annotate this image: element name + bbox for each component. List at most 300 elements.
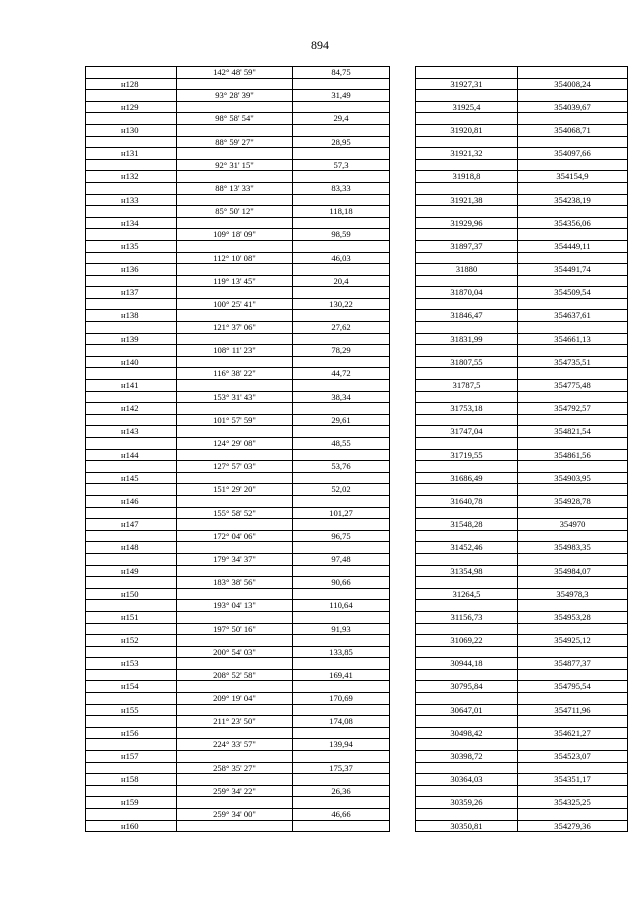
- y-coordinate-cell: 354795,54: [518, 681, 628, 693]
- distance-cell: 52,02: [293, 484, 390, 496]
- y-coordinate-cell: 354711,96: [518, 704, 628, 716]
- angle-cell: 108° 11' 23": [177, 345, 293, 357]
- distance-cell: 46,03: [293, 252, 390, 264]
- x-coordinate-cell: [416, 67, 518, 79]
- x-coordinate-cell: 31870,04: [416, 287, 518, 299]
- distance-cell: [293, 148, 390, 160]
- gap-cell: [390, 739, 416, 751]
- gap-cell: [390, 461, 416, 473]
- gap-cell: [390, 171, 416, 183]
- y-coordinate-cell: [518, 600, 628, 612]
- point-row: [86, 287, 628, 299]
- distance-cell: 101,27: [293, 507, 390, 519]
- distance-cell: 46,66: [293, 809, 390, 821]
- segment-row: [86, 391, 628, 403]
- point-name-cell: н136: [86, 264, 177, 276]
- point-row: [86, 588, 628, 600]
- point-row: [86, 240, 628, 252]
- point-name-cell: [86, 252, 177, 264]
- gap-cell: [390, 159, 416, 171]
- angle-cell: [177, 333, 293, 345]
- y-coordinate-cell: 354039,67: [518, 101, 628, 113]
- y-coordinate-cell: [518, 182, 628, 194]
- segment-row: [86, 229, 628, 241]
- y-coordinate-cell: [518, 113, 628, 125]
- segment-row: [86, 669, 628, 681]
- y-coordinate-cell: 354953,28: [518, 611, 628, 623]
- x-coordinate-cell: [416, 716, 518, 728]
- point-row: [86, 171, 628, 183]
- distance-cell: 174,08: [293, 716, 390, 728]
- gap-cell: [390, 646, 416, 658]
- y-coordinate-cell: [518, 252, 628, 264]
- distance-cell: [293, 565, 390, 577]
- point-row: [86, 217, 628, 229]
- point-name-cell: [86, 438, 177, 450]
- point-name-cell: н160: [86, 820, 177, 832]
- angle-cell: [177, 240, 293, 252]
- angle-cell: 197° 50' 16": [177, 623, 293, 635]
- gap-cell: [390, 820, 416, 832]
- gap-cell: [390, 716, 416, 728]
- x-coordinate-cell: [416, 484, 518, 496]
- gap-cell: [390, 809, 416, 821]
- segment-row: [86, 553, 628, 565]
- segment-row: [86, 438, 628, 450]
- y-coordinate-cell: 354735,51: [518, 356, 628, 368]
- gap-cell: [390, 264, 416, 276]
- angle-cell: [177, 611, 293, 623]
- y-coordinate-cell: [518, 438, 628, 450]
- y-coordinate-cell: [518, 716, 628, 728]
- x-coordinate-cell: 31787,5: [416, 380, 518, 392]
- y-coordinate-cell: [518, 693, 628, 705]
- angle-cell: [177, 310, 293, 322]
- point-name-cell: [86, 646, 177, 658]
- segment-row: [86, 530, 628, 542]
- x-coordinate-cell: 31354,98: [416, 565, 518, 577]
- y-coordinate-cell: [518, 206, 628, 218]
- angle-cell: 88° 59' 27": [177, 136, 293, 148]
- gap-cell: [390, 67, 416, 79]
- x-coordinate-cell: 31069,22: [416, 635, 518, 647]
- segment-row: [86, 693, 628, 705]
- y-coordinate-cell: 354238,19: [518, 194, 628, 206]
- distance-cell: 96,75: [293, 530, 390, 542]
- x-coordinate-cell: 30350,81: [416, 820, 518, 832]
- gap-cell: [390, 333, 416, 345]
- x-coordinate-cell: [416, 809, 518, 821]
- point-name-cell: н132: [86, 171, 177, 183]
- gap-cell: [390, 240, 416, 252]
- gap-cell: [390, 693, 416, 705]
- distance-cell: 26,36: [293, 785, 390, 797]
- y-coordinate-cell: [518, 345, 628, 357]
- point-name-cell: [86, 275, 177, 287]
- point-row: [86, 704, 628, 716]
- distance-cell: [293, 727, 390, 739]
- gap-cell: [390, 449, 416, 461]
- segment-row: [86, 577, 628, 589]
- angle-cell: 153° 31' 43": [177, 391, 293, 403]
- y-coordinate-cell: [518, 739, 628, 751]
- gap-cell: [390, 391, 416, 403]
- point-row: [86, 774, 628, 786]
- distance-cell: 27,62: [293, 322, 390, 334]
- segment-row: [86, 600, 628, 612]
- angle-cell: [177, 78, 293, 90]
- point-name-cell: [86, 391, 177, 403]
- x-coordinate-cell: 31640,78: [416, 495, 518, 507]
- distance-cell: [293, 658, 390, 670]
- distance-cell: [293, 403, 390, 415]
- gap-cell: [390, 727, 416, 739]
- gap-cell: [390, 124, 416, 136]
- y-coordinate-cell: 354325,25: [518, 797, 628, 809]
- point-name-cell: [86, 577, 177, 589]
- angle-cell: 179° 34' 37": [177, 553, 293, 565]
- angle-cell: [177, 658, 293, 670]
- gap-cell: [390, 90, 416, 102]
- distance-cell: [293, 681, 390, 693]
- y-coordinate-cell: 354775,48: [518, 380, 628, 392]
- gap-cell: [390, 623, 416, 635]
- gap-cell: [390, 426, 416, 438]
- angle-cell: 259° 34' 22": [177, 785, 293, 797]
- x-coordinate-cell: 30647,01: [416, 704, 518, 716]
- x-coordinate-cell: [416, 646, 518, 658]
- x-coordinate-cell: 31264,5: [416, 588, 518, 600]
- segment-row: [86, 623, 628, 635]
- y-coordinate-cell: 354523,07: [518, 751, 628, 763]
- point-name-cell: [86, 553, 177, 565]
- x-coordinate-cell: [416, 530, 518, 542]
- point-row: [86, 611, 628, 623]
- point-name-cell: н139: [86, 333, 177, 345]
- distance-cell: 139,94: [293, 739, 390, 751]
- point-name-cell: [86, 67, 177, 79]
- gap-cell: [390, 78, 416, 90]
- y-coordinate-cell: [518, 275, 628, 287]
- angle-cell: 209° 19' 04": [177, 693, 293, 705]
- y-coordinate-cell: 354928,78: [518, 495, 628, 507]
- gap-cell: [390, 298, 416, 310]
- distance-cell: [293, 588, 390, 600]
- x-coordinate-cell: 31452,46: [416, 542, 518, 554]
- x-coordinate-cell: [416, 252, 518, 264]
- y-coordinate-cell: 354984,07: [518, 565, 628, 577]
- distance-cell: 91,93: [293, 623, 390, 635]
- point-name-cell: [86, 345, 177, 357]
- distance-cell: 130,22: [293, 298, 390, 310]
- y-coordinate-cell: 354351,17: [518, 774, 628, 786]
- distance-cell: [293, 380, 390, 392]
- y-coordinate-cell: [518, 785, 628, 797]
- y-coordinate-cell: [518, 669, 628, 681]
- angle-cell: 200° 54' 03": [177, 646, 293, 658]
- distance-cell: 29,4: [293, 113, 390, 125]
- segment-row: [86, 507, 628, 519]
- gap-cell: [390, 113, 416, 125]
- x-coordinate-cell: 31921,32: [416, 148, 518, 160]
- y-coordinate-cell: [518, 461, 628, 473]
- angle-cell: 116° 38' 22": [177, 368, 293, 380]
- segment-row: [86, 484, 628, 496]
- x-coordinate-cell: 30359,26: [416, 797, 518, 809]
- point-row: [86, 658, 628, 670]
- point-name-cell: н137: [86, 287, 177, 299]
- angle-cell: [177, 124, 293, 136]
- angle-cell: 100° 25' 41": [177, 298, 293, 310]
- point-row: [86, 635, 628, 647]
- gap-cell: [390, 322, 416, 334]
- segment-row: [86, 716, 628, 728]
- segment-row: [86, 182, 628, 194]
- x-coordinate-cell: 31897,37: [416, 240, 518, 252]
- y-coordinate-cell: 354861,56: [518, 449, 628, 461]
- point-name-cell: н148: [86, 542, 177, 554]
- segment-row: [86, 762, 628, 774]
- gap-cell: [390, 635, 416, 647]
- gap-cell: [390, 252, 416, 264]
- point-name-cell: н134: [86, 217, 177, 229]
- distance-cell: [293, 264, 390, 276]
- x-coordinate-cell: [416, 90, 518, 102]
- point-row: [86, 356, 628, 368]
- distance-cell: 133,85: [293, 646, 390, 658]
- point-row: [86, 820, 628, 832]
- point-row: [86, 519, 628, 531]
- angle-cell: 193° 04' 13": [177, 600, 293, 612]
- angle-cell: 259° 34' 00": [177, 809, 293, 821]
- point-row: [86, 727, 628, 739]
- gap-cell: [390, 368, 416, 380]
- gap-cell: [390, 101, 416, 113]
- angle-cell: 98° 58' 54": [177, 113, 293, 125]
- point-name-cell: [86, 716, 177, 728]
- angle-cell: [177, 287, 293, 299]
- x-coordinate-cell: 30498,42: [416, 727, 518, 739]
- gap-cell: [390, 553, 416, 565]
- point-name-cell: [86, 368, 177, 380]
- gap-cell: [390, 588, 416, 600]
- x-coordinate-cell: 30795,84: [416, 681, 518, 693]
- point-name-cell: н142: [86, 403, 177, 415]
- segment-row: [86, 275, 628, 287]
- y-coordinate-cell: [518, 159, 628, 171]
- y-coordinate-cell: 354661,13: [518, 333, 628, 345]
- angle-cell: 124° 29' 08": [177, 438, 293, 450]
- point-name-cell: н153: [86, 658, 177, 670]
- distance-cell: 29,61: [293, 414, 390, 426]
- point-row: [86, 264, 628, 276]
- segment-row: [86, 809, 628, 821]
- point-name-cell: [86, 298, 177, 310]
- point-name-cell: н130: [86, 124, 177, 136]
- y-coordinate-cell: 354621,27: [518, 727, 628, 739]
- point-name-cell: [86, 484, 177, 496]
- x-coordinate-cell: 31548,28: [416, 519, 518, 531]
- angle-cell: [177, 264, 293, 276]
- point-name-cell: н158: [86, 774, 177, 786]
- point-name-cell: [86, 90, 177, 102]
- x-coordinate-cell: [416, 577, 518, 589]
- y-coordinate-cell: [518, 646, 628, 658]
- distance-cell: [293, 124, 390, 136]
- point-name-cell: [86, 461, 177, 473]
- x-coordinate-cell: [416, 113, 518, 125]
- segment-row: [86, 739, 628, 751]
- angle-cell: [177, 101, 293, 113]
- gap-cell: [390, 356, 416, 368]
- y-coordinate-cell: [518, 577, 628, 589]
- x-coordinate-cell: 31925,4: [416, 101, 518, 113]
- point-name-cell: [86, 669, 177, 681]
- gap-cell: [390, 542, 416, 554]
- segment-row: [86, 785, 628, 797]
- distance-cell: [293, 611, 390, 623]
- distance-cell: [293, 101, 390, 113]
- segment-row: [86, 368, 628, 380]
- angle-cell: 224° 33' 57": [177, 739, 293, 751]
- distance-cell: 78,29: [293, 345, 390, 357]
- angle-cell: [177, 356, 293, 368]
- x-coordinate-cell: 31753,18: [416, 403, 518, 415]
- x-coordinate-cell: [416, 368, 518, 380]
- segment-row: [86, 67, 628, 79]
- point-row: [86, 148, 628, 160]
- gap-cell: [390, 785, 416, 797]
- gap-cell: [390, 484, 416, 496]
- angle-cell: 119° 13' 45": [177, 275, 293, 287]
- x-coordinate-cell: [416, 159, 518, 171]
- segment-row: [86, 345, 628, 357]
- x-coordinate-cell: [416, 669, 518, 681]
- point-name-cell: [86, 322, 177, 334]
- y-coordinate-cell: [518, 553, 628, 565]
- point-name-cell: [86, 530, 177, 542]
- point-row: [86, 380, 628, 392]
- point-name-cell: н157: [86, 751, 177, 763]
- x-coordinate-cell: 31880: [416, 264, 518, 276]
- point-name-cell: [86, 809, 177, 821]
- distance-cell: [293, 171, 390, 183]
- angle-cell: 85° 50' 12": [177, 206, 293, 218]
- x-coordinate-cell: [416, 461, 518, 473]
- distance-cell: 57,3: [293, 159, 390, 171]
- x-coordinate-cell: [416, 762, 518, 774]
- y-coordinate-cell: 354154,9: [518, 171, 628, 183]
- x-coordinate-cell: 31807,55: [416, 356, 518, 368]
- distance-cell: [293, 78, 390, 90]
- x-coordinate-cell: [416, 507, 518, 519]
- distance-cell: [293, 333, 390, 345]
- distance-cell: 84,75: [293, 67, 390, 79]
- distance-cell: [293, 194, 390, 206]
- point-name-cell: н152: [86, 635, 177, 647]
- distance-cell: 175,37: [293, 762, 390, 774]
- angle-cell: 101° 57' 59": [177, 414, 293, 426]
- angle-cell: [177, 727, 293, 739]
- angle-cell: 93° 28' 39": [177, 90, 293, 102]
- y-coordinate-cell: [518, 136, 628, 148]
- point-name-cell: н144: [86, 449, 177, 461]
- angle-cell: [177, 380, 293, 392]
- distance-cell: [293, 217, 390, 229]
- y-coordinate-cell: [518, 90, 628, 102]
- x-coordinate-cell: [416, 229, 518, 241]
- x-coordinate-cell: [416, 391, 518, 403]
- y-coordinate-cell: 354903,95: [518, 472, 628, 484]
- gap-cell: [390, 217, 416, 229]
- point-name-cell: н135: [86, 240, 177, 252]
- angle-cell: [177, 704, 293, 716]
- y-coordinate-cell: 354068,71: [518, 124, 628, 136]
- y-coordinate-cell: 354491,74: [518, 264, 628, 276]
- point-row: [86, 681, 628, 693]
- angle-cell: [177, 449, 293, 461]
- angle-cell: [177, 171, 293, 183]
- point-name-cell: [86, 113, 177, 125]
- distance-cell: 98,59: [293, 229, 390, 241]
- distance-cell: 31,49: [293, 90, 390, 102]
- gap-cell: [390, 148, 416, 160]
- y-coordinate-cell: [518, 322, 628, 334]
- y-coordinate-cell: [518, 530, 628, 542]
- angle-cell: [177, 635, 293, 647]
- distance-cell: 97,48: [293, 553, 390, 565]
- angle-cell: [177, 426, 293, 438]
- x-coordinate-cell: [416, 785, 518, 797]
- gap-cell: [390, 611, 416, 623]
- segment-row: [86, 113, 628, 125]
- gap-cell: [390, 681, 416, 693]
- y-coordinate-cell: [518, 229, 628, 241]
- point-name-cell: [86, 414, 177, 426]
- segment-row: [86, 646, 628, 658]
- gap-cell: [390, 194, 416, 206]
- point-name-cell: н145: [86, 472, 177, 484]
- distance-cell: [293, 820, 390, 832]
- segment-row: [86, 159, 628, 171]
- y-coordinate-cell: 354279,36: [518, 820, 628, 832]
- point-name-cell: н133: [86, 194, 177, 206]
- angle-cell: 121° 37' 06": [177, 322, 293, 334]
- y-coordinate-cell: [518, 414, 628, 426]
- gap-cell: [390, 519, 416, 531]
- distance-cell: 170,69: [293, 693, 390, 705]
- segment-row: [86, 252, 628, 264]
- gap-cell: [390, 438, 416, 450]
- y-coordinate-cell: 354792,57: [518, 403, 628, 415]
- angle-cell: [177, 681, 293, 693]
- x-coordinate-cell: [416, 693, 518, 705]
- point-name-cell: н159: [86, 797, 177, 809]
- x-coordinate-cell: 31156,73: [416, 611, 518, 623]
- y-coordinate-cell: 354978,3: [518, 588, 628, 600]
- angle-cell: 258° 35' 27": [177, 762, 293, 774]
- point-name-cell: н141: [86, 380, 177, 392]
- x-coordinate-cell: [416, 345, 518, 357]
- point-name-cell: н150: [86, 588, 177, 600]
- y-coordinate-cell: [518, 391, 628, 403]
- segment-row: [86, 206, 628, 218]
- gap-cell: [390, 751, 416, 763]
- gap-cell: [390, 704, 416, 716]
- angle-cell: 142° 48' 59": [177, 67, 293, 79]
- x-coordinate-cell: [416, 438, 518, 450]
- y-coordinate-cell: 354097,66: [518, 148, 628, 160]
